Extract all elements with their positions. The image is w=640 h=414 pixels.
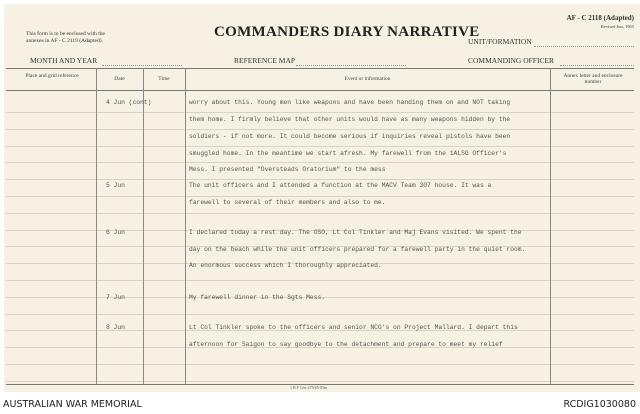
ruled-line: [6, 179, 634, 180]
ruled-line: [6, 196, 634, 197]
revised-date: Revised Jun, 1965: [600, 24, 634, 29]
entry-text-line: I declared today a rest day. The OSO, Lt Col Tinkler and Maj Evans visited. We spent the: [189, 229, 522, 236]
commanding-officer-label: COMMANDING OFFICER: [468, 56, 555, 65]
column-header-place: Place and grid reference: [25, 73, 79, 79]
entry-date: 4 Jun (cont): [106, 99, 152, 106]
footer-id: RCDIG1030080: [563, 399, 636, 410]
ruled-line: [6, 146, 634, 147]
entry-text-line: The unit officers and I attended a function at the MACV Team 307 house. It was a: [189, 182, 492, 189]
ruled-line: [6, 364, 634, 365]
entry-date: 6 Jun: [106, 229, 125, 236]
entry-date: 7 Jun: [106, 294, 125, 301]
unit-formation-label: UNIT/FORMATION: [468, 37, 532, 46]
reference-map-label: REFERENCE MAP: [234, 56, 296, 65]
ruled-line: [6, 280, 634, 281]
entry-text-line: smuggled home. In the meantime we start afresh. My farewell from the 1ALSG Officer's: [189, 150, 507, 157]
column-header-event: Event or information: [344, 76, 391, 82]
entry-text-line: Lt Col Tinkler spoke to the officers and senior NCO's on Project Mallard. I depart this: [189, 324, 518, 331]
entry-text-line: afternoon for Saigon to say goodbye to the detachment and prepare to meet my relief: [189, 341, 503, 348]
ruled-line: [6, 162, 634, 163]
entry-text-line: soldiers - if not more. It could become serious if inquiries reveal pistols have been: [189, 133, 511, 140]
ruled-line: [6, 112, 634, 113]
ruled-line: [6, 381, 634, 382]
ruled-line: [6, 213, 634, 214]
footer-source: AUSTRALIAN WAR MEMORIAL: [3, 399, 142, 410]
entry-text-line: farewell to several of their members and also to me.: [189, 199, 386, 206]
entry-text-line: An enormous success which I thoroughly appreciated.: [189, 262, 382, 269]
column-header-time: Time: [158, 76, 170, 82]
column-header-date: Date: [114, 76, 125, 82]
form-note: This form is to be enclosed with the annexes in AF - C 2119 (Adapted).: [26, 31, 105, 44]
entry-date: 5 Jun: [106, 182, 125, 189]
month-year-label: MONTH AND YEAR: [30, 56, 98, 65]
page-title: COMMANDERS DIARY NARRATIVE: [214, 24, 480, 40]
entry-text-line: Mess. I presented "Oversteads Oratorium" to the mess: [189, 166, 386, 173]
column-header-annex: Annex letter and enclosure number: [563, 73, 623, 85]
form-number: AF - C 2118 (Adapted): [566, 14, 634, 22]
ruled-line: [6, 129, 634, 130]
entry-text-line: day on the beach while the unit officers prepared for a farewell party in the quiet room.: [189, 246, 526, 253]
entry-date: 8 Jun: [106, 324, 125, 331]
ruled-line: [6, 314, 634, 315]
entry-text-line: My farewell dinner in the Sgts Mess.: [189, 294, 326, 301]
printer-code: 1 B F Cen-275/65-85m: [290, 385, 328, 390]
entry-text-line: them home. I firmly believe that other units would have as many weapons hidden by the: [189, 116, 511, 123]
entry-text-line: worry about this. Young men like weapons and have been handing them on and NOT taking: [189, 99, 511, 106]
